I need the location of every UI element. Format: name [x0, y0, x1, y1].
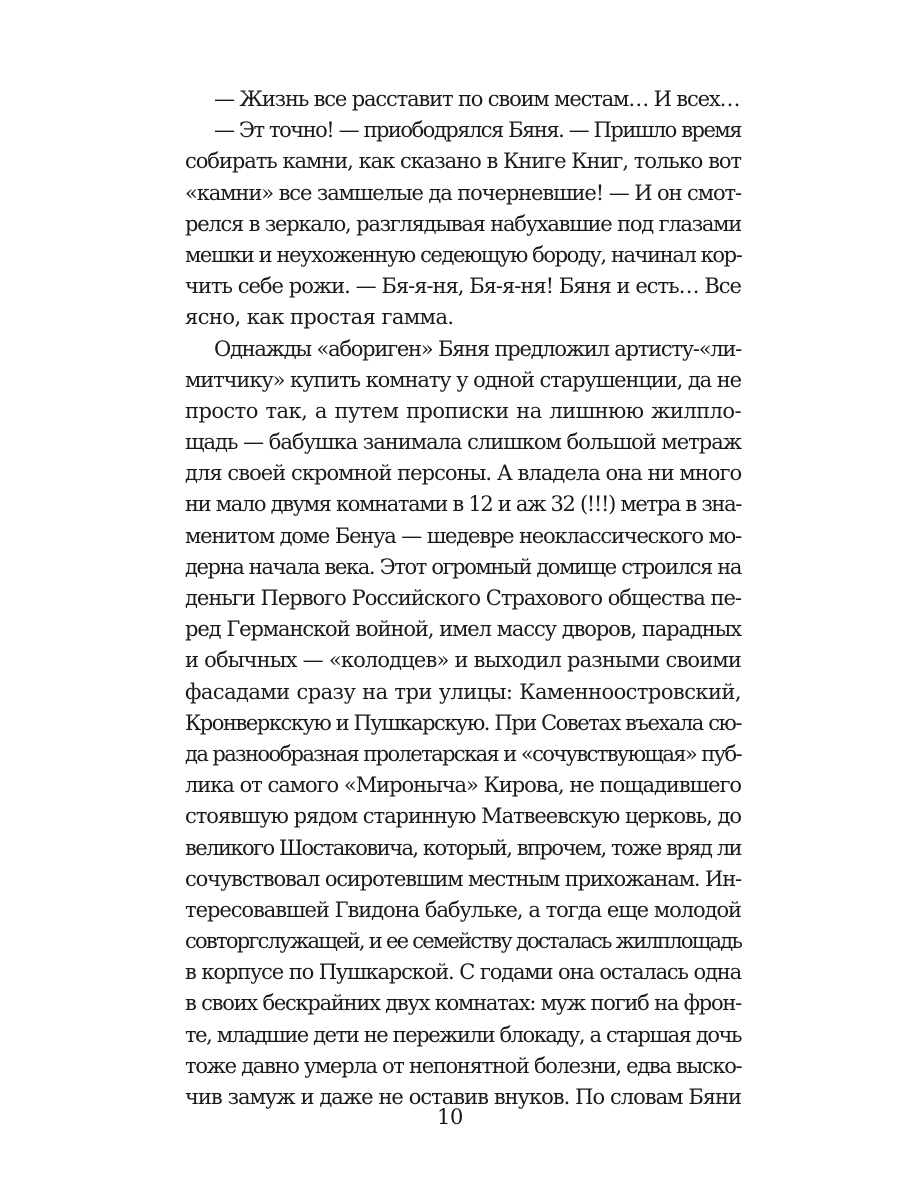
text-line: чив замуж и даже не оставив внуков. По словам Бяни: [185, 1085, 741, 1109]
text-line: в своих бескрайних двух комнатах: муж погиб на фрон-: [185, 991, 741, 1016]
text-line: сочувствовал осиротевшим местным прихожанам. Ин-: [185, 866, 741, 891]
text-line: для своей скромной персоны. А владела она ни много: [185, 461, 742, 486]
text-line: в корпусе по Пушкарской. С годами она осталась одна: [185, 960, 741, 985]
body-text: [185, 84, 741, 1113]
text-line: просто так, а путем прописки на лишнюю жилпло-: [185, 398, 741, 423]
page-number: 10: [436, 1105, 464, 1129]
text-line: менитом доме Бенуа — шедевре неоклассического мо-: [185, 523, 741, 548]
text-line: дерна начала века. Этот огромный домище строился на: [185, 554, 741, 579]
text-line: ред Германской войной, имел массу дворов, парадных: [185, 617, 741, 642]
text-line: собирать камни, как сказано в Книге Книг, только вот: [185, 149, 741, 174]
text-line: митчику» купить комнату у одной старушенции, да не: [185, 367, 741, 392]
text-line: те, младшие дети не пережили блокаду, а старшая дочь: [185, 1022, 741, 1047]
text-line: тоже давно умерла от непонятной болезни, едва выско-: [185, 1053, 742, 1078]
text-line: щадь — бабушка занимала слишком большой метраж: [185, 430, 742, 455]
text-line: фасадами сразу на три улицы: Каменноостровский,: [185, 679, 741, 704]
text-line: релся в зеркало, разглядывая набухавшие под глазами: [185, 211, 741, 236]
text-line: и обычных — «колодцев» и выходил разными своими: [185, 648, 741, 673]
text-line: ни мало двумя комнатами в 12 и аж 32 (!!!) метра в зна-: [185, 492, 741, 517]
text-line: — Жизнь все расставит по своим местам… И всех…: [214, 87, 740, 111]
text-line: — Эт точно! — приободрялся Бяня. — Пришло время: [214, 118, 741, 143]
text-line: тересовавшей Гвидона бабульке, а тогда еще молодой: [185, 897, 741, 922]
text-line: Кронверкскую и Пушкарскую. При Советах въехала сю-: [185, 710, 741, 735]
text-line: совторгслужащей, и ее семейству досталась жилплощадь: [185, 929, 742, 954]
text-line: лика от самого «Мироныча» Кирова, не пощадившего: [185, 773, 741, 798]
text-line: деньги Первого Российского Страхового общества пе-: [185, 586, 741, 610]
text-line: да разнообразная пролетарская и «сочувствующая» пуб-: [185, 741, 741, 766]
text-line: стоявшую рядом старинную Матвеевскую церковь, до: [185, 804, 741, 829]
text-line: «камни» все замшелые да почерневшие! — И он смот-: [185, 180, 741, 205]
text-line: чить себе рожи. — Бя-я-ня, Бя-я-ня! Бяня и есть… Все: [185, 274, 741, 299]
text-line: Однажды «абориген» Бяня предложил артисту-«ли-: [214, 336, 741, 361]
text-line: великого Шостаковича, который, впрочем, тоже вряд ли: [185, 835, 741, 860]
text-line: ясно, как простая гамма.: [185, 305, 454, 330]
text-line: мешки и неухоженную седеющую бороду, начинал кор-: [185, 242, 742, 267]
